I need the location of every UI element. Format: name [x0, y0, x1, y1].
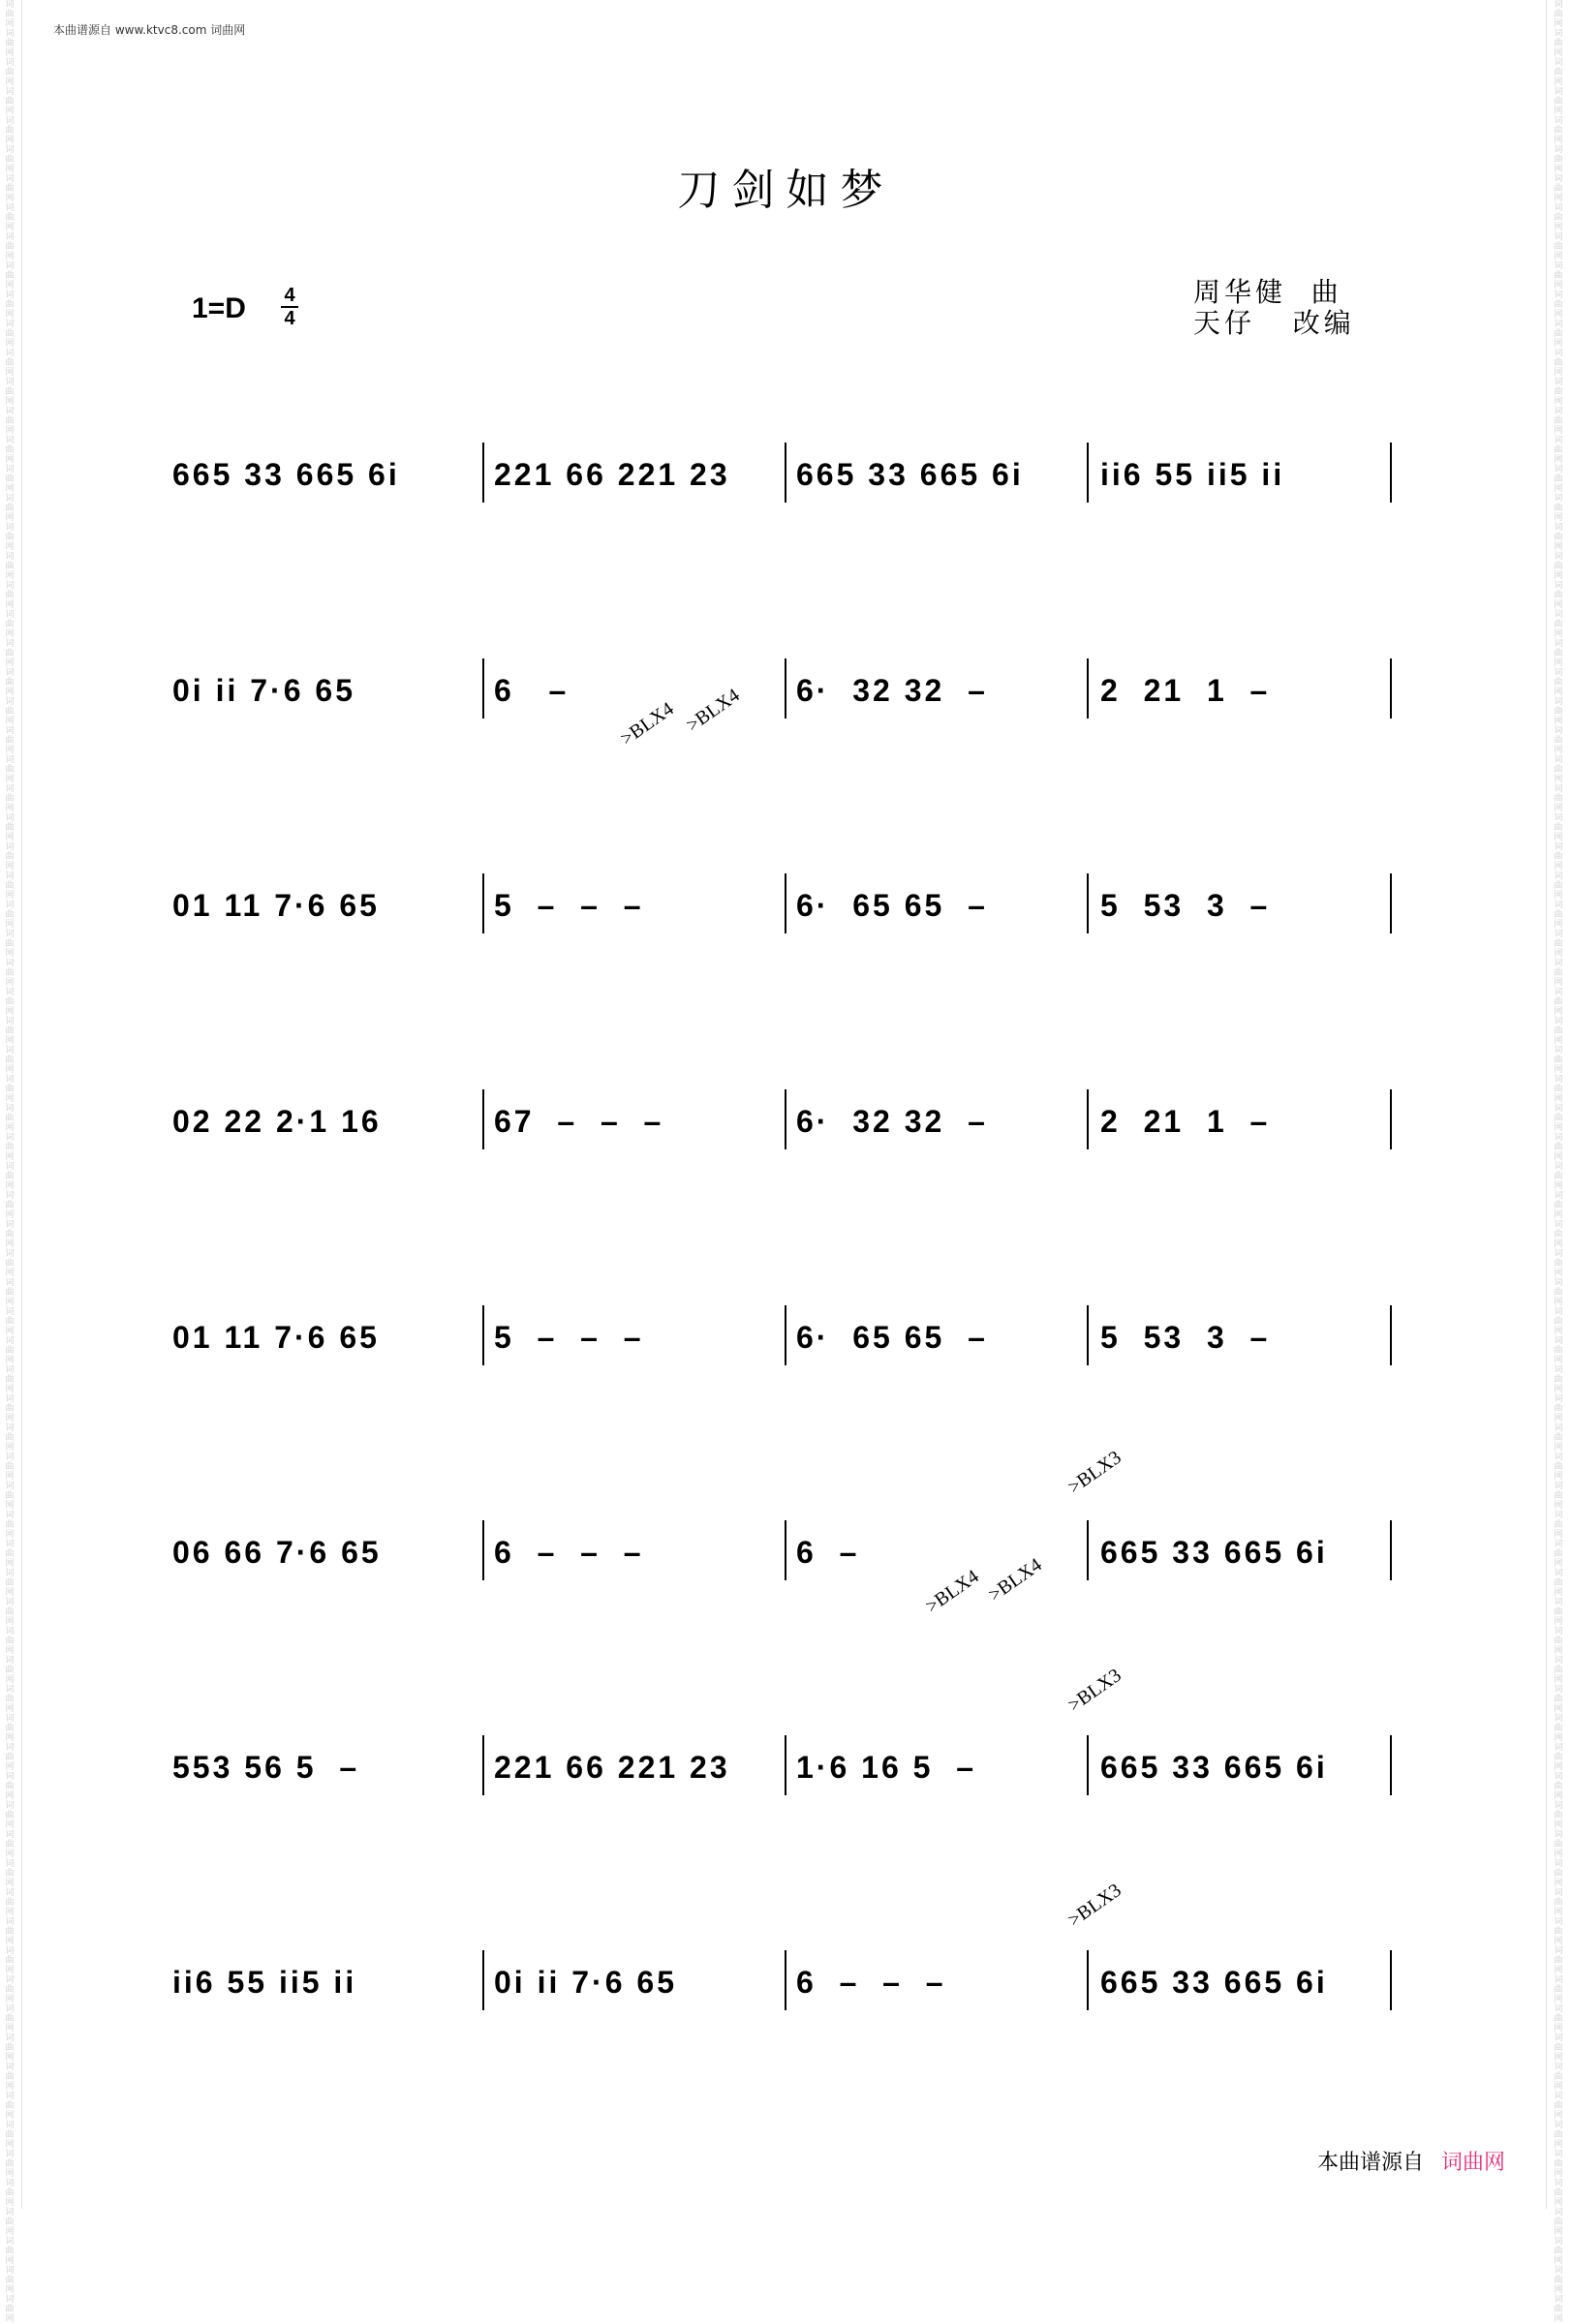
- source-header: 本曲谱源自 www.ktvc8.com 词曲网: [53, 23, 246, 37]
- measure: 1·6 16 5 –: [796, 1750, 976, 1785]
- measure: 67 – – –: [494, 1104, 664, 1139]
- measure: 221 66 221 23: [494, 1750, 730, 1785]
- barline: [1087, 1735, 1089, 1795]
- score-system: [0, 657, 1572, 792]
- barline: [1390, 1089, 1392, 1149]
- measure: 6 –: [494, 673, 570, 708]
- measure: 5 53 3 –: [1100, 1320, 1271, 1355]
- measure: 01 11 7·6 65: [172, 1320, 380, 1355]
- barline: [1087, 443, 1089, 503]
- measure: 0i ii 7·6 65: [172, 673, 355, 708]
- measure: 0i ii 7·6 65: [494, 1965, 677, 2000]
- measure: 6 –: [796, 1535, 860, 1570]
- measure: 6 – – –: [796, 1965, 946, 2000]
- barline: [1390, 443, 1392, 503]
- time-signature: [279, 285, 300, 329]
- footer-site: 词曲网: [1441, 2151, 1506, 2175]
- barline: [1390, 873, 1392, 933]
- measure: 2 21 1 –: [1100, 673, 1271, 708]
- performance-mark: >BLX4: [616, 698, 678, 750]
- key-signature: 1=D: [192, 292, 246, 324]
- barline: [785, 443, 786, 503]
- barline: [1390, 1305, 1392, 1365]
- score-system: [0, 872, 1572, 1007]
- measure: 665 33 665 6i: [1100, 1535, 1328, 1570]
- composer-credit: 周华健 曲: [1193, 276, 1342, 308]
- footer-source: 本曲谱源自: [1317, 2151, 1425, 2175]
- score-system: [0, 1087, 1572, 1223]
- measure: 553 56 5 –: [172, 1750, 360, 1785]
- measure: 221 66 221 23: [494, 457, 730, 492]
- performance-mark: >BLX4: [682, 685, 744, 737]
- measure: 665 33 665 6i: [796, 457, 1024, 492]
- barline: [785, 1305, 786, 1365]
- performance-mark: >BLX4: [921, 1566, 983, 1618]
- barline: [1087, 1950, 1089, 2010]
- barline: [785, 1089, 786, 1149]
- barline: [482, 1089, 484, 1149]
- measure: 06 66 7·6 65: [172, 1535, 382, 1570]
- score-system: [0, 1303, 1572, 1439]
- measure: 6· 65 65 –: [796, 1320, 988, 1355]
- barline: [785, 1735, 786, 1795]
- measure: 2 21 1 –: [1100, 1104, 1271, 1139]
- score-system: [0, 1948, 1572, 2084]
- barline: [1390, 658, 1392, 719]
- measure: 665 33 665 6i: [172, 457, 400, 492]
- barline: [1087, 658, 1089, 719]
- barline: [785, 658, 786, 719]
- barline: [482, 1520, 484, 1580]
- measure: 5 – – –: [494, 888, 644, 923]
- barline: [785, 1950, 786, 2010]
- score-system: [0, 1518, 1572, 1654]
- left-watermark-strip: 词曲网词曲网词曲网词曲网词曲网词曲网词曲网词曲网词曲网词曲网词曲网词曲网词曲网词曲网词曲网词曲网词曲网词曲网词曲网词曲网词曲网词曲网词曲网词曲网词曲网词曲网词曲网词曲网词曲网词曲网词曲网词曲网词曲网词曲网词曲网词曲网词曲网词曲网词曲网词曲网词曲网词曲网词曲网词曲网词曲网词曲网词曲网词曲网词曲网词曲网词曲网词曲网词曲网词曲网词曲网词曲网词曲网词曲网词曲网词曲网词曲网词曲网词曲网词曲网词曲网词曲网词曲网词曲网词曲网词曲网词曲网词曲网词曲网词曲网词曲网词曲网词曲网词曲网词曲网词曲网: [5, 0, 15, 2324]
- measure: 6 – – –: [494, 1535, 644, 1570]
- time-signature-top: 4: [284, 285, 295, 306]
- performance-mark: >BLX3: [1063, 1447, 1125, 1499]
- barline: [1087, 873, 1089, 933]
- barline: [785, 1520, 786, 1580]
- barline: [482, 873, 484, 933]
- barline: [1390, 1950, 1392, 2010]
- footer: [1317, 2146, 1505, 2176]
- measure: 665 33 665 6i: [1100, 1750, 1328, 1785]
- barline: [785, 873, 786, 933]
- barline: [1087, 1305, 1089, 1365]
- performance-mark: >BLX3: [1063, 1665, 1125, 1717]
- right-watermark-strip: 词曲网词曲网词曲网词曲网词曲网词曲网词曲网词曲网词曲网词曲网词曲网词曲网词曲网词曲网词曲网词曲网词曲网词曲网词曲网词曲网词曲网词曲网词曲网词曲网词曲网词曲网词曲网词曲网词曲网词曲网词曲网词曲网词曲网词曲网词曲网词曲网词曲网词曲网词曲网词曲网词曲网词曲网词曲网词曲网词曲网词曲网词曲网词曲网词曲网词曲网词曲网词曲网词曲网词曲网词曲网词曲网词曲网词曲网词曲网词曲网词曲网词曲网词曲网词曲网词曲网词曲网词曲网词曲网词曲网词曲网词曲网词曲网词曲网词曲网词曲网词曲网词曲网词曲网词曲网词曲网: [1554, 0, 1563, 2324]
- barline: [482, 658, 484, 719]
- arranger-credit: 天仔 改编: [1193, 307, 1355, 339]
- measure: 6· 65 65 –: [796, 888, 988, 923]
- song-title: 刀剑如梦: [677, 166, 895, 215]
- measure: ii6 55 ii5 ii: [172, 1965, 357, 2000]
- measure: 5 53 3 –: [1100, 888, 1271, 923]
- barline: [1087, 1089, 1089, 1149]
- barline: [482, 1735, 484, 1795]
- measure: 6· 32 32 –: [796, 673, 988, 708]
- measure: 665 33 665 6i: [1100, 1965, 1328, 2000]
- barline: [1390, 1735, 1392, 1795]
- barline: [482, 1305, 484, 1365]
- barline: [1390, 1520, 1392, 1580]
- measure: ii6 55 ii5 ii: [1100, 457, 1285, 492]
- performance-mark: >BLX3: [1063, 1880, 1125, 1932]
- score-system: [0, 1733, 1572, 1869]
- barline: [482, 1950, 484, 2010]
- barline: [482, 443, 484, 503]
- score-system: [0, 441, 1572, 576]
- measure: 02 22 2·1 16: [172, 1104, 382, 1139]
- performance-mark: >BLX4: [984, 1554, 1046, 1606]
- time-signature-bottom: 4: [284, 308, 295, 329]
- measure: 01 11 7·6 65: [172, 888, 380, 923]
- measure: 6· 32 32 –: [796, 1104, 988, 1139]
- barline: [1087, 1520, 1089, 1580]
- measure: 5 – – –: [494, 1320, 644, 1355]
